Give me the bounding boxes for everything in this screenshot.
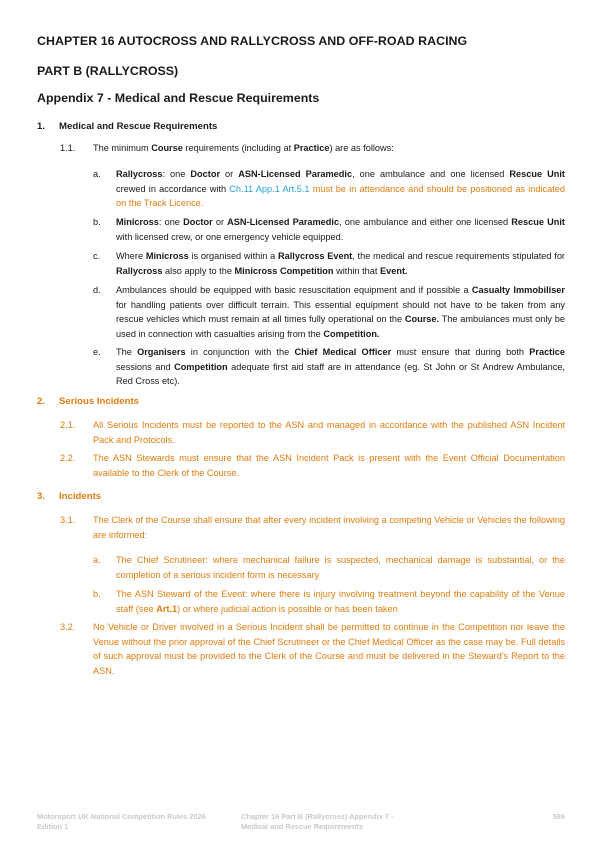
section-number: 3. [37,491,46,502]
clause-number: 2.2. [60,453,76,463]
section-1-heading [37,121,217,132]
clause-text: No Vehicle or Driver involved in a Serious Incident shall be permitted to continue in the Competition nor leave the Venue without the prior approval of the Chief Scrutineer or the Chief Medical Officer as the case may be. Full details of such approval must be provided to the Clerk of the Course and must be delivered in the Steward's Report to the ASN. [93,622,565,676]
clause-number: 2.1. [60,420,76,430]
item-letter: a. [93,169,101,179]
item-text: The Chief Scrutineer: where mechanical failure is suspected, mechanical damage is substantial, or the completion of a serious incident form is necessary [116,555,565,580]
section-number: 1. [37,121,46,132]
clause-1-1-c [93,249,565,278]
clause-number: 3.1. [60,515,76,525]
clause-number: 1.1. [60,143,76,153]
clause-2-1 [60,418,565,447]
clause-3-1-a [93,553,565,582]
part-title: PART B (RALLYCROSS) [37,64,179,78]
section-number: 2. [37,396,46,407]
clause-1-1-a [93,167,565,211]
clause-3-2 [60,620,565,678]
page-number: 586 [552,812,565,821]
item-text: Ambulances should be equipped with basic resuscitation equipment and if possible a Casualty Immobiliser for handling patients over difficult terrain. This essential equipment should not have to be taken from any rescue vehicles which must remain at all times fully operational on the Course. The ambulances must only be used in connection with casualties arising from the Competition. [116,285,565,339]
item-text: Rallycross: one Doctor or ASN-Licensed Paramedic, one ambulance and one licensed Rescue Unit crewed in accordance with Ch.11 App.1 Art.5.1 must be in attendance and should be positioned as indicated on the Track Licence. [116,169,565,208]
clause-text: The minimum Course requirements (including at Practice) are as follows: [93,143,394,153]
item-text: The Organisers in conjunction with the Chief Medical Officer must ensure that during both Practice sessions and Competition adequate first aid staff are in attendance (eg. St John or St Andrew Ambulance, Red Cross etc). [116,347,566,386]
section-title: Serious Incidents [59,396,139,407]
clause-1-1 [60,141,565,156]
clause-text: The Clerk of the Course shall ensure that after every incident involving a competing Vehicle or Vehicles the following are informed: [93,515,565,540]
item-letter: d. [93,285,101,295]
item-letter: b. [93,589,101,599]
clause-1-1-b [93,215,565,244]
footer-chapter: Chapter 16 Part B (Rallycross) Appendix 7 - Medical and Rescue Requirements [241,812,394,831]
item-letter: b. [93,217,101,227]
item-text: The ASN Steward of the Event: where there is injury involving treatment beyond the capability of the Venue staff (see Art.1) or where judicial action is possible or has been taken [116,589,565,614]
clause-1-1-e [93,345,565,389]
clause-1-1-d [93,283,565,341]
footer-publication: Motorsport UK National Competition Rules 2026 Edition 1 [37,812,206,831]
clause-text: All Serious Incidents must be reported to the ASN and managed in accordance with the published ASN Incident Pack and Protocols. [93,420,565,445]
clause-text: The ASN Stewards must ensure that the ASN Incident Pack is present with the Event Official Documentation available to the Clerk of the Course. [93,453,565,478]
item-letter: c. [93,251,101,261]
item-text: Where Minicross is organised within a Rallycross Event, the medical and rescue requirements stipulated for Rallycross also apply to the Minicross Competition within that Event. [116,251,565,276]
clause-3-1-b [93,587,565,616]
appendix-title: Appendix 7 - Medical and Rescue Requirements [37,91,320,105]
item-letter: e. [93,347,101,357]
item-letter: a. [93,555,101,565]
clause-2-2 [60,451,565,480]
section-title: Incidents [59,491,102,502]
cross-reference-link[interactable]: Ch.11 App.1 Art.5.1 [229,183,310,194]
item-text: Minicross: one Doctor or ASN-Licensed Paramedic, one ambulance and either one licensed Rescue Unit with licensed crew, or one emergency vehicle equipped. [116,217,565,242]
section-2-heading [37,396,139,407]
section-3-heading [37,491,101,502]
chapter-title: CHAPTER 16 AUTOCROSS AND RALLYCROSS AND OFF-ROAD RACING [37,34,468,48]
clause-number: 3.2. [60,622,76,632]
clause-3-1 [60,513,565,542]
section-title: Medical and Rescue Requirements [59,121,218,132]
